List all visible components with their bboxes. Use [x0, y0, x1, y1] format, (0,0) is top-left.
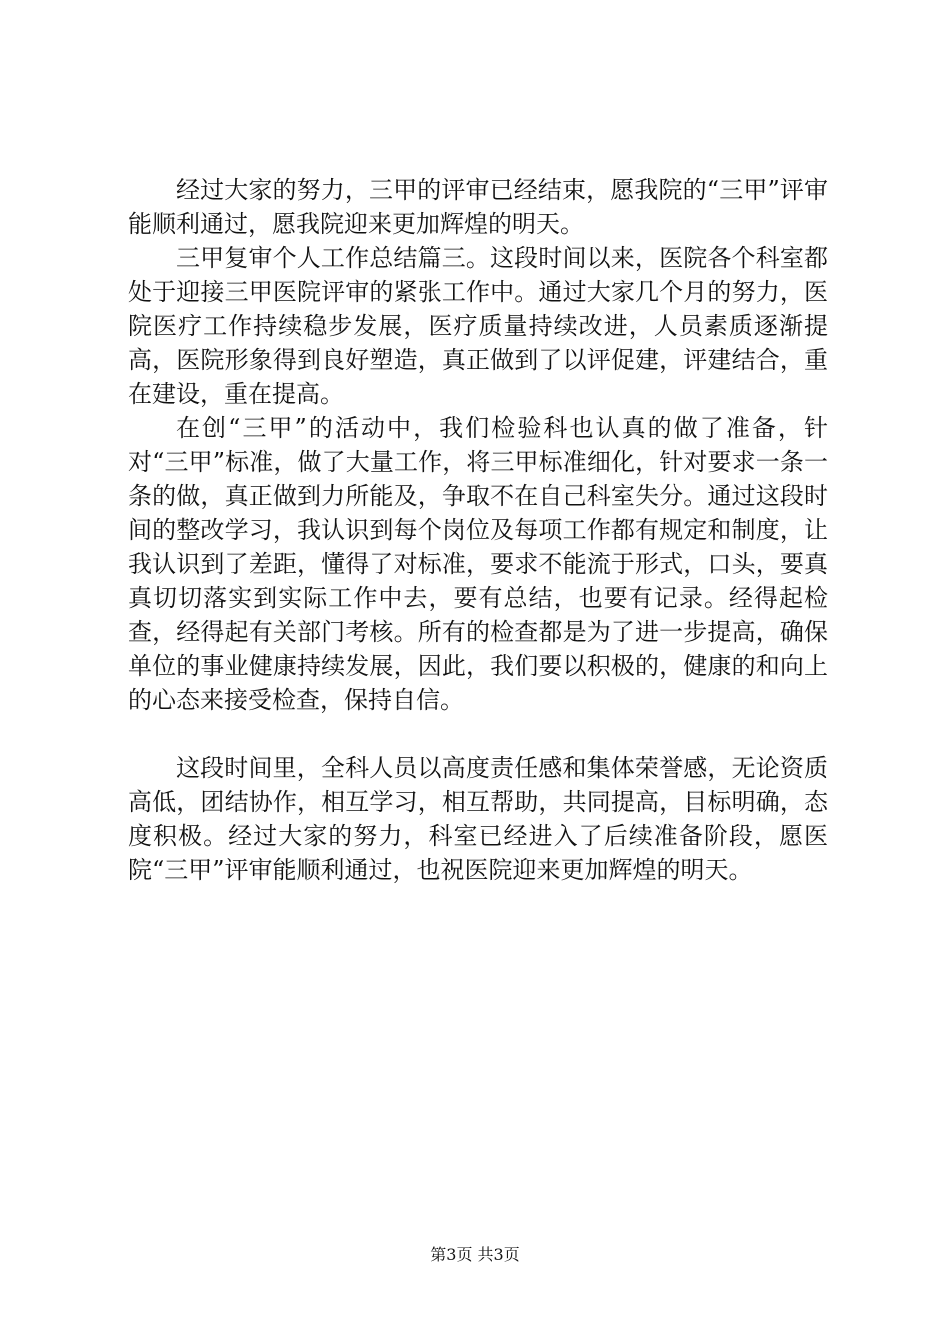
paragraph-3: 在创“三甲”的活动中，我们检验科也认真的做了准备，针对“三甲”标准，做了大量工作，将三甲标准细化，针对要求一条一条的做，真正做到力所能及，争取不在自己科室失分。通过这段时间的整改学习，我认识到每个岗位及每项工作都有规定和制度，让我认识到了差距，懂得了对标准，要求不能流于形式，口头，要真真切切落实到实际工作中去，要有总结，也要有记录。经得起检查，经得起有关部门考核。所有的检查都是为了进一步提高，确保单位的事业健康持续发展，因此，我们要以积极的，健康的和向上的心态来接受检查，保持自信。: [128, 414, 828, 714]
page-footer: 第3页 共3页: [430, 1245, 520, 1264]
paragraph-1: 经过大家的努力，三甲的评审已经结束，愿我院的“三甲”评审能顺利通过，愿我院迎来更加辉煌的明天。: [128, 176, 828, 238]
paragraph-4: 这段时间里，全科人员以高度责任感和集体荣誉感，无论资质高低，团结协作，相互学习，相互帮助，共同提高，目标明确，态度积极。经过大家的努力，科室已经进入了后续准备阶段，愿医院“三甲”评审能顺利通过，也祝医院迎来更加辉煌的明天。: [128, 754, 828, 884]
paragraph-2: 三甲复审个人工作总结篇三。这段时间以来，医院各个科室都处于迎接三甲医院评审的紧张工作中。通过大家几个月的努力，医院医疗工作持续稳步发展，医疗质量持续改进，人员素质逐渐提高，医院形象得到良好塑造，真正做到了以评促建，评建结合，重在建设，重在提高。: [128, 244, 828, 408]
document-body: [128, 173, 828, 887]
